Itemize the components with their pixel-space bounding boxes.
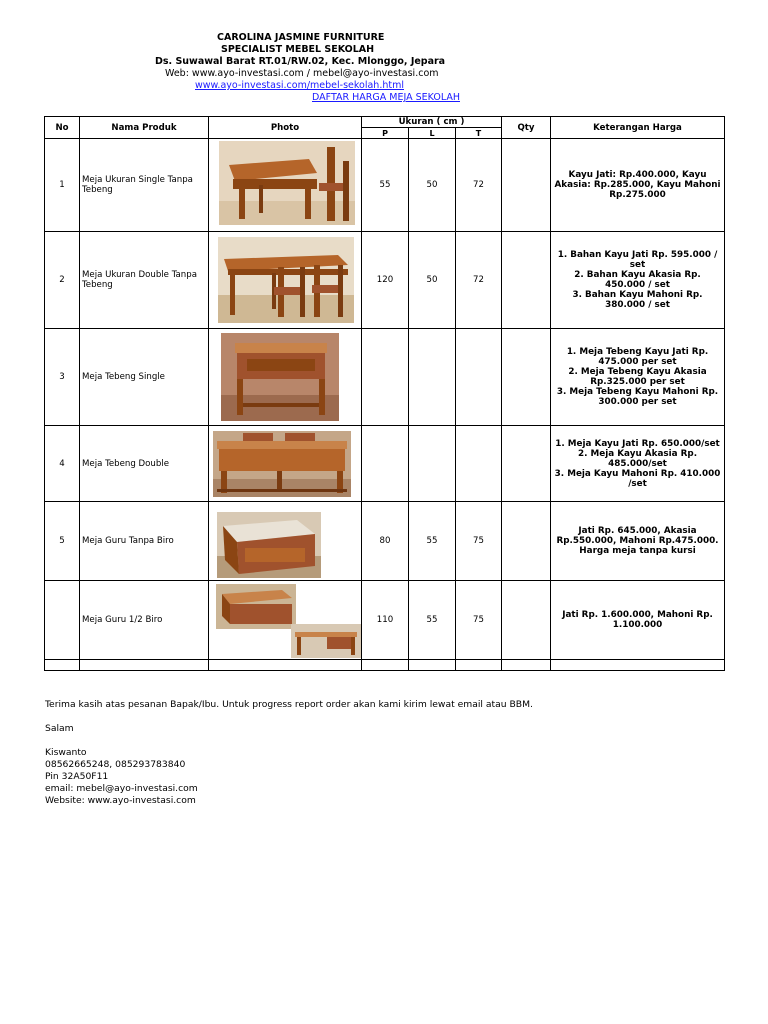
table-row [45, 329, 725, 426]
photo-double-tebeng-desk [213, 431, 351, 497]
signer-phone: 08562665248, 085293783840 [45, 759, 186, 770]
row-photo [209, 581, 362, 660]
empty-cell [409, 660, 456, 671]
ket-text: 1. Meja Tebeng Kayu Jati Rp. 475.000 per set 2. Meja Tebeng Kayu Akasia Rp.325.000 per set 3. Meja Tebeng Kayu Mahoni Rp. 300.000 per set [556, 347, 719, 407]
row-nama: Meja Tebeng Single [80, 329, 209, 426]
signer-email: email: mebel@ayo-investasi.com [45, 783, 198, 794]
row-l: 55 [409, 502, 456, 581]
header-ukuran: Ukuran ( cm ) [362, 117, 502, 128]
row-no: 2 [45, 232, 80, 329]
company-address: Ds. Suwawal Barat RT.01/RW.02, Kec. Mlonggo, Jepara [155, 56, 446, 67]
row-keterangan [551, 329, 725, 426]
row-p [362, 329, 409, 426]
thanks-text: Terima kasih atas pesanan Bapak/Ibu. Untuk progress report order akan kami kirim lewat email atau BBM. [45, 699, 533, 710]
row-nama: Meja Guru 1/2 Biro [80, 581, 209, 660]
ket-text: Jati Rp. 1.600.000, Mahoni Rp. 1.100.000 [562, 610, 713, 630]
row-keterangan [551, 139, 725, 232]
row-p: 80 [362, 502, 409, 581]
row-no [45, 581, 80, 660]
header-keterangan-harga: Keterangan Harga [551, 117, 725, 139]
table-row-empty [45, 660, 725, 671]
row-keterangan [551, 232, 725, 329]
salam-text: Salam [45, 723, 74, 734]
footer-message [45, 699, 533, 807]
company-name: CAROLINA JASMINE FURNITURE [217, 32, 385, 43]
header-no: No [45, 117, 80, 139]
row-t: 75 [456, 502, 502, 581]
row-qty [502, 329, 551, 426]
mebel-sekolah-link[interactable]: www.ayo-investasi.com/mebel-sekolah.html [195, 80, 404, 91]
header-p: P [362, 128, 409, 139]
row-l: 55 [409, 581, 456, 660]
row-t: 72 [456, 232, 502, 329]
signer-pin: Pin 32A50F11 [45, 771, 109, 782]
row-no: 4 [45, 426, 80, 502]
row-keterangan [551, 426, 725, 502]
row-l [409, 426, 456, 502]
photo-half-biro-desk-back [291, 624, 361, 658]
row-nama: Meja Guru Tanpa Biro [80, 502, 209, 581]
row-p: 55 [362, 139, 409, 232]
row-l [409, 329, 456, 426]
photo-half-biro-desk-front [216, 584, 296, 629]
row-t [456, 329, 502, 426]
row-l: 50 [409, 139, 456, 232]
web-email-line: Web: www.ayo-investasi.com / mebel@ayo-investasi.com [165, 68, 439, 79]
price-table [44, 116, 725, 671]
row-qty [502, 502, 551, 581]
ket-text: 1. Bahan Kayu Jati Rp. 595.000 / set 2. Bahan Kayu Akasia Rp. 450.000 / set 3. Bahan Kayu Mahoni Rp. 380.000 / set [557, 250, 718, 310]
empty-cell [45, 660, 80, 671]
table-row [45, 502, 725, 581]
row-keterangan [551, 502, 725, 581]
header-photo: Photo [209, 117, 362, 139]
row-keterangan [551, 581, 725, 660]
row-qty [502, 232, 551, 329]
row-no: 1 [45, 139, 80, 232]
table-row [45, 581, 725, 660]
photo-single-tebeng-desk [221, 333, 339, 421]
header-qty: Qty [502, 117, 551, 139]
row-l: 50 [409, 232, 456, 329]
row-qty [502, 139, 551, 232]
row-nama: Meja Ukuran Double Tanpa Tebeng [80, 232, 209, 329]
header-nama-produk: Nama Produk [80, 117, 209, 139]
empty-cell [209, 660, 362, 671]
empty-cell [502, 660, 551, 671]
table-row [45, 232, 725, 329]
empty-cell [362, 660, 409, 671]
signer-website: Website: www.ayo-investasi.com [45, 795, 196, 806]
row-t: 75 [456, 581, 502, 660]
row-qty [502, 581, 551, 660]
header-t: T [456, 128, 502, 139]
photo-double-desk-chairs [218, 237, 354, 323]
row-photo [209, 232, 362, 329]
row-qty [502, 426, 551, 502]
row-nama: Meja Tebeng Double [80, 426, 209, 502]
row-photo [209, 426, 362, 502]
table-row [45, 426, 725, 502]
photo-teacher-desk [217, 512, 321, 578]
row-p [362, 426, 409, 502]
photo-single-desk-chair [219, 141, 355, 225]
row-t: 72 [456, 139, 502, 232]
row-nama: Meja Ukuran Single Tanpa Tebeng [80, 139, 209, 232]
company-subtitle: SPECIALIST MEBEL SEKOLAH [221, 44, 375, 55]
row-photo [209, 139, 362, 232]
ket-text: Jati Rp. 645.000, Akasia Rp.550.000, Mahoni Rp.475.000. Harga meja tanpa kursi [556, 526, 719, 556]
price-list-title-link[interactable]: DAFTAR HARGA MEJA SEKOLAH [312, 92, 460, 103]
row-no: 3 [45, 329, 80, 426]
row-p: 120 [362, 232, 409, 329]
row-t [456, 426, 502, 502]
row-no: 5 [45, 502, 80, 581]
ket-text: 1. Meja Kayu Jati Rp. 650.000/set 2. Meja Kayu Akasia Rp. 485.000/set 3. Meja Kayu Mahoni Rp. 410.000 /set [554, 438, 721, 489]
empty-cell [551, 660, 725, 671]
header-l: L [409, 128, 456, 139]
table-row [45, 139, 725, 232]
ket-text: Kayu Jati: Rp.400.000, Kayu Akasia: Rp.285.000, Kayu Mahoni Rp.275.000 [554, 170, 721, 200]
row-p: 110 [362, 581, 409, 660]
signer-name: Kiswanto [45, 747, 87, 758]
empty-cell [80, 660, 209, 671]
empty-cell [456, 660, 502, 671]
row-photo [209, 502, 362, 581]
row-photo [209, 329, 362, 426]
